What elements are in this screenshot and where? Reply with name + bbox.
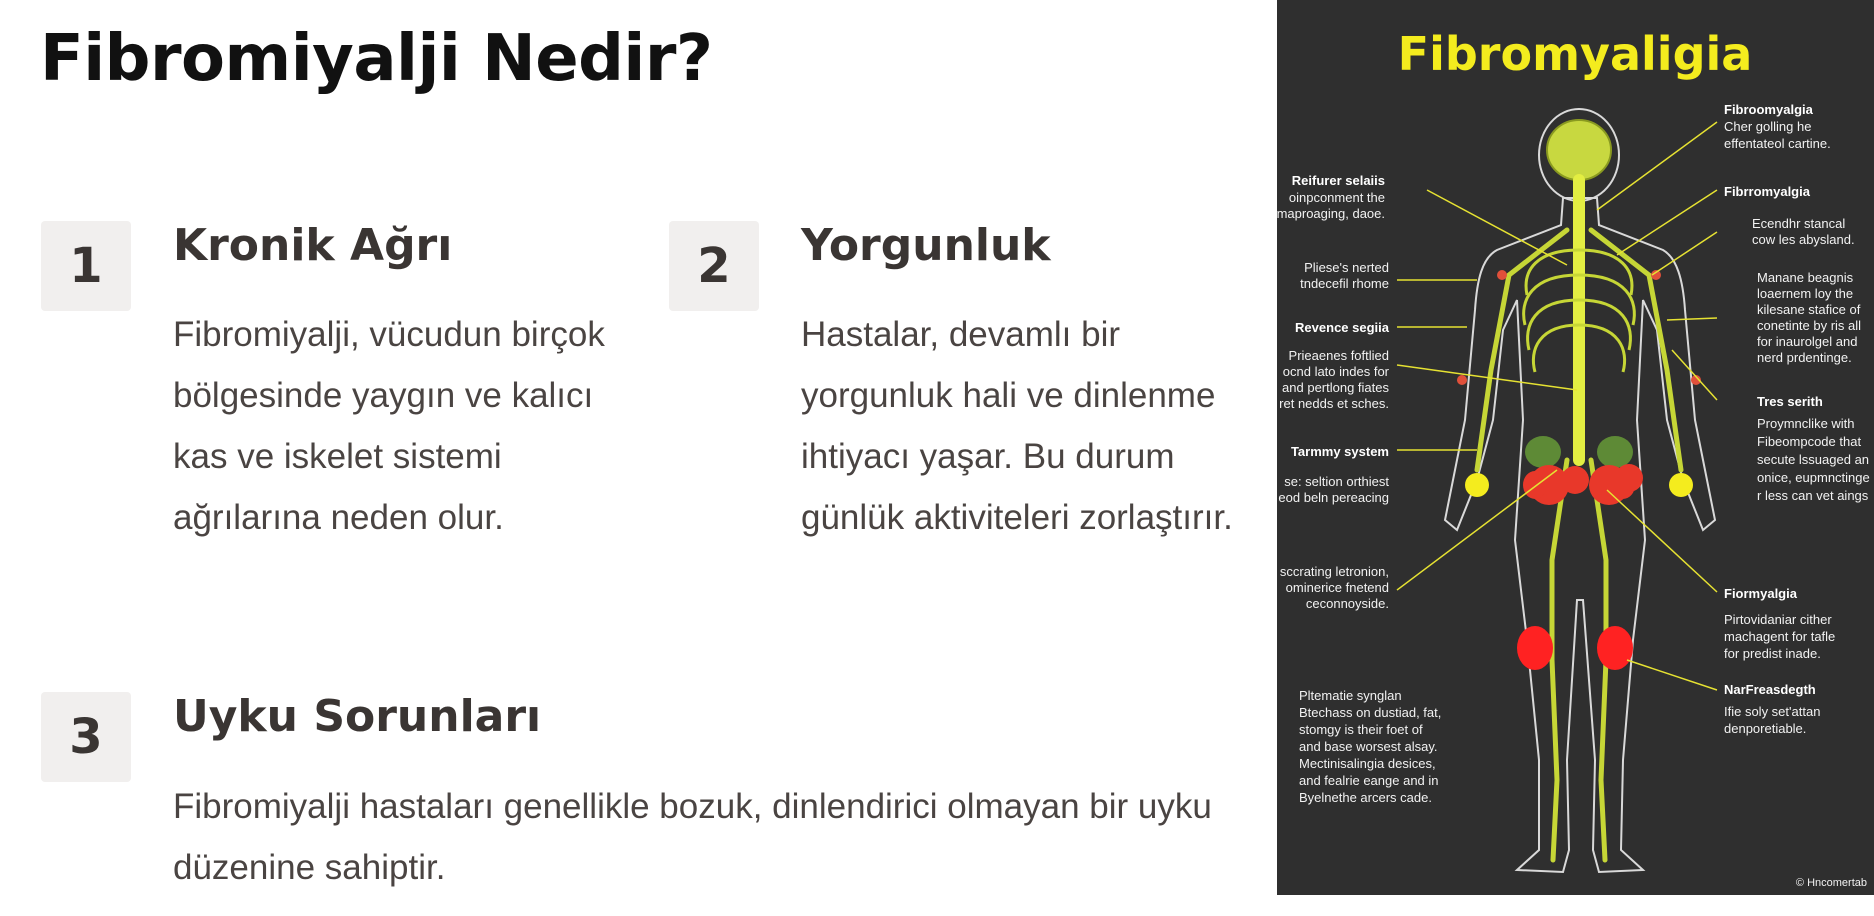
svg-text:Fibroomyalgia: Fibroomyalgia (1724, 102, 1813, 117)
svg-text:secute lssuaged an: secute lssuaged an (1757, 452, 1870, 467)
hand-icon (1465, 473, 1489, 497)
svg-text:Fiormyalgia: Fiormyalgia (1724, 586, 1797, 601)
body-diagram (1277, 0, 1874, 895)
item-heading: Kronik Ağrı (173, 220, 453, 271)
svg-text:Reifurer selaiis: Reifurer selaiis (1291, 173, 1385, 188)
svg-text:Pirtovidaniar cither: Pirtovidaniar cither (1724, 612, 1832, 627)
svg-text:conetinte by ris all: conetinte by ris all (1757, 318, 1862, 333)
item-number-badge: 2 (669, 221, 759, 311)
svg-text:cow les abysland.: cow les abysland. (1752, 232, 1855, 247)
svg-text:loaernem loy the: loaernem loy the (1757, 286, 1854, 301)
svg-text:ret nedds et sches.: ret nedds et sches. (1279, 396, 1389, 411)
svg-text:onice, eupmnctinge: onice, eupmnctinge (1757, 470, 1870, 485)
svg-text:stomgy is their foet of: stomgy is their foet of (1299, 722, 1423, 737)
svg-text:for inaurolgel and: for inaurolgel and (1757, 334, 1858, 349)
pain-hotspot-icon (1523, 464, 1643, 505)
svg-text:ominerice fnetend: ominerice fnetend (1285, 580, 1389, 595)
svg-text:and base worsest alsay.: and base worsest alsay. (1299, 739, 1438, 754)
svg-text:Fibeompcode that: Fibeompcode that (1757, 434, 1862, 449)
svg-text:Pliese's nerted: Pliese's nerted (1304, 260, 1389, 275)
svg-text:Fibrromyalgia: Fibrromyalgia (1724, 184, 1810, 199)
leader-lines (1397, 122, 1717, 690)
svg-text:Byelnethe arcers cade.: Byelnethe arcers cade. (1299, 790, 1432, 805)
left-labels (1277, 173, 1441, 805)
svg-text:denporetiable.: denporetiable. (1724, 721, 1807, 736)
svg-text:for predist inade.: for predist inade. (1724, 646, 1821, 661)
svg-text:effentateol cartine.: effentateol cartine. (1724, 136, 1831, 151)
svg-text:maproaging, daoe.: maproaging, daoe. (1277, 206, 1385, 221)
svg-text:r less can vet aings: r less can vet aings (1757, 488, 1869, 503)
brain-icon (1547, 120, 1611, 180)
hand-icon (1669, 473, 1693, 497)
item-description: Fibromiyalji hastaları genellikle bozuk, dinlendirici olmayan bir uyku düzenine sahiptir. (173, 787, 1212, 887)
svg-text:oinpconment the: oinpconment the (1288, 190, 1385, 205)
item-heading: Yorgunluk (801, 220, 1051, 271)
svg-text:and fealrie eange and in: and fealrie eange and in (1299, 773, 1439, 788)
svg-text:Mectinisalingia desices,: Mectinisalingia desices, (1299, 756, 1436, 771)
svg-text:Prieaenes foftlied: Prieaenes foftlied (1288, 348, 1389, 363)
svg-text:Btechass on dustiad, fat,: Btechass on dustiad, fat, (1299, 705, 1442, 720)
svg-text:tndecefil rhome: tndecefil rhome (1300, 276, 1389, 291)
item-heading: Uyku Sorunları (173, 691, 542, 742)
page-title: Fibromiyalji Nedir? (40, 22, 713, 96)
item-number-badge: 3 (41, 692, 131, 782)
fibromyalgia-illustration (1277, 0, 1874, 895)
item-description: Hastalar, devamlı bir yorgunluk hali ve dinlenme ihtiyacı yaşar. Bu durum günlük aktiviteleri zorlaştırır. (801, 315, 1233, 537)
svg-text:eod beln pereacing: eod beln pereacing (1278, 490, 1389, 505)
svg-text:ceconnoyside.: ceconnoyside. (1305, 596, 1389, 611)
item-number-badge: 1 (41, 221, 131, 311)
svg-text:Pltematie synglan: Pltematie synglan (1299, 688, 1402, 703)
svg-text:Tarmmy system: Tarmmy system (1290, 444, 1389, 459)
svg-text:ocnd lato indes for: ocnd lato indes for (1282, 364, 1389, 379)
item-description: Fibromiyalji, vücudun birçok bölgesinde yaygın ve kalıcı kas ve iskelet sistemi ağrılarına neden olur. (173, 315, 605, 537)
svg-text:Ifie soly set'attan: Ifie soly set'attan (1724, 704, 1821, 719)
svg-text:kilesane stafice of: kilesane stafice of (1757, 302, 1861, 317)
svg-text:and pertlong fiates: and pertlong fiates (1282, 380, 1389, 395)
svg-text:Cher golling he: Cher golling he (1724, 119, 1812, 134)
svg-text:Revence segiia: Revence segiia (1295, 320, 1389, 335)
svg-text:nerd prdentinge.: nerd prdentinge. (1757, 350, 1852, 365)
svg-text:NarFreasdegth: NarFreasdegth (1724, 682, 1816, 697)
image-credit: © Hncomertab (1795, 877, 1867, 889)
svg-text:Manane beagnis: Manane beagnis (1757, 270, 1854, 285)
svg-text:machagent for tafle: machagent for tafle (1724, 629, 1836, 644)
svg-text:Ecendhr stancal: Ecendhr stancal (1752, 216, 1846, 231)
illustration-title: Fibromyaligia (1397, 27, 1753, 81)
svg-text:Tres serith: Tres serith (1757, 394, 1823, 409)
right-labels (1724, 102, 1870, 736)
svg-text:sccrating letronion,: sccrating letronion, (1279, 564, 1389, 579)
svg-text:se: seltion orthiest: se: seltion orthiest (1284, 474, 1389, 489)
svg-text:Proymnclike with: Proymnclike with (1757, 416, 1855, 431)
